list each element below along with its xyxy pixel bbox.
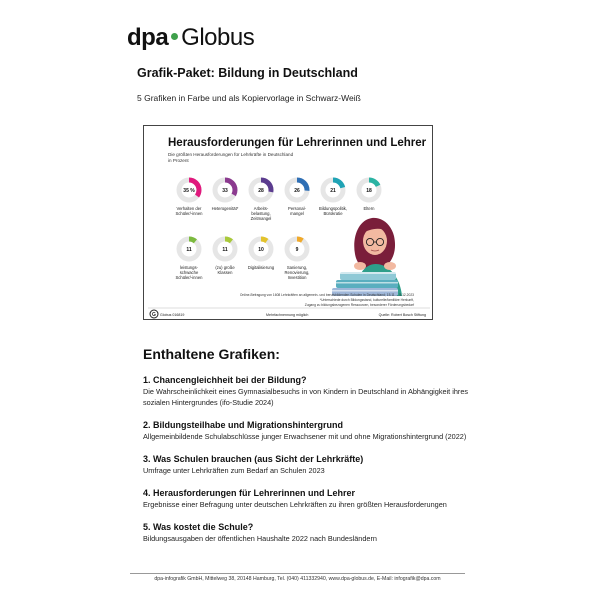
footer-divider: [130, 573, 465, 574]
graphic-svg: [144, 126, 433, 320]
list-item-description: Die Wahrscheinlichkeit eines Gymnasialbesuchs in von Kindern in Deutschland in Abhängigkeit ihres sozialen Hintergrundes (ifo-Studie 2024): [143, 387, 469, 407]
donut-value: 28: [258, 188, 264, 194]
footnote-line-2: Zugang zu bildungsbezogenen Ressourcen, besonderer Förderungsbedarf: [304, 303, 414, 307]
donut-label: Bürokratie: [323, 211, 343, 216]
donut-3: [251, 180, 272, 221]
page-subtitle: 5 Grafiken in Farbe und als Kopiervorlage in Schwarz-Weiß: [137, 93, 361, 103]
donut-label: schwache: [179, 270, 199, 275]
donut-chart: [175, 180, 379, 280]
donut-10: [285, 239, 310, 280]
donut-label: Zeitmangel: [250, 216, 272, 221]
donut-value: 9: [295, 247, 299, 253]
globus-code: Globus 016819: [160, 313, 185, 317]
source-note: Online-Befragung von 1608 Lehrkräften an allgemein- und berufsbildenden Schulen in Deutschland; 15.11. – 5.12.2023: [239, 293, 414, 297]
page-title: Grafik-Paket: Bildung in Deutschland: [137, 66, 358, 80]
donut-value: 21: [330, 188, 336, 194]
donut-8: [215, 239, 235, 275]
donut-label: Personal-: [288, 206, 306, 211]
donut-label: Schüler/-innen: [175, 211, 203, 216]
donut-6: [359, 180, 379, 211]
donut-value: 10: [258, 247, 264, 253]
list-item-title: 5. Was kostet die Schule?: [143, 522, 254, 532]
logo-dot: [171, 33, 178, 40]
multiple-answers-note: Mehrfachnennung möglich: [266, 313, 309, 317]
donut-label: Renovierung,: [284, 270, 310, 275]
donut-9: [248, 239, 275, 270]
donut-label: Heterogenität*: [211, 206, 239, 211]
donut-value: 26: [294, 188, 300, 194]
donut-2: [212, 180, 239, 211]
donut-value: 33: [222, 188, 228, 194]
list-item: [143, 374, 473, 408]
graphic-title: Herausforderungen für Lehrerinnen und Lehrer: [168, 137, 427, 149]
donut-4: [287, 180, 307, 216]
graphic-unit: in Prozent: [168, 158, 189, 163]
graphic-source: Quelle: Robert Bosch Stiftung: [378, 313, 426, 317]
donut-7: [175, 239, 203, 280]
logo-dpa: dpa: [127, 24, 169, 51]
donut-value: 18: [366, 188, 372, 194]
donut-label: Schüler/-innen: [175, 275, 203, 280]
graphic-subtitle: Die größten Herausforderungen für Lehrkräfte in Deutschland: [168, 152, 294, 157]
donut-5: [319, 180, 347, 216]
list-item-description: Allgemeinbildende Schulabschlüsse junger Erwachsener mit und ohne Migrationshintergrund (2022): [143, 432, 467, 441]
logo-globus: Globus: [181, 24, 255, 51]
list-item-description: Umfrage unter Lehrkräften zum Bedarf an Schulen 2023: [143, 466, 325, 475]
footnote-line-1: *Unterschiede durch Bildungsstand, kulturelle/familiäre Herkunft,: [319, 298, 414, 302]
list-item-title: 4. Herausforderungen für Lehrerinnen und Lehrer: [143, 488, 356, 498]
donut-label: Eltern: [363, 206, 375, 211]
graphic-preview: [143, 125, 433, 320]
contents-heading: Enthaltene Grafiken:: [143, 346, 280, 362]
donut-label: belastung,: [251, 211, 271, 216]
dpa-globus-logo: [127, 24, 254, 52]
list-item-title: 1. Chancengleichheit bei der Bildung?: [143, 375, 307, 385]
donut-label: mangel: [290, 211, 304, 216]
list-item: [143, 487, 473, 510]
donut-label: (zu) große: [215, 265, 235, 270]
donut-value: 11: [222, 247, 228, 253]
contents-list: [143, 374, 473, 555]
list-item-description: Bildungsausgaben der öffentlichen Haushalte 2022 nach Bundesländern: [143, 534, 377, 543]
donut-label: Arbeits-: [253, 206, 269, 211]
donut-value: 35 %: [183, 188, 195, 194]
donut-label: Sanierung,: [286, 265, 308, 270]
donut-label: Klassen: [217, 270, 233, 275]
donut-label: Bildungspolitik,: [319, 206, 347, 211]
globus-logo-letter: G: [152, 312, 156, 318]
list-item: [143, 453, 473, 476]
donut-1: [175, 180, 203, 216]
list-item-title: 3. Was Schulen brauchen (aus Sicht der Lehrkräfte): [143, 454, 364, 464]
list-item-title: 2. Bildungsteilhabe und Migrationshintergrund: [143, 420, 343, 430]
list-item: [143, 521, 473, 544]
donut-label: Verhalten der: [176, 206, 202, 211]
donut-label: Digitalisierung: [247, 265, 275, 270]
footer-contact: dpa-infografik GmbH, Mittelweg 38, 20148 Hamburg, Tel. (040) 411332940, www.dpa-globus.de, E-Mail: infografik@dpa.com: [154, 576, 441, 582]
list-item-description: Ergebnisse einer Befragung unter deutschen Lehrkräften zu ihren größten Herausforderungen: [143, 500, 447, 509]
donut-label: leistungs-: [180, 265, 198, 270]
donut-value: 11: [186, 247, 192, 253]
donut-label: Investition: [287, 275, 307, 280]
list-item: [143, 419, 473, 442]
